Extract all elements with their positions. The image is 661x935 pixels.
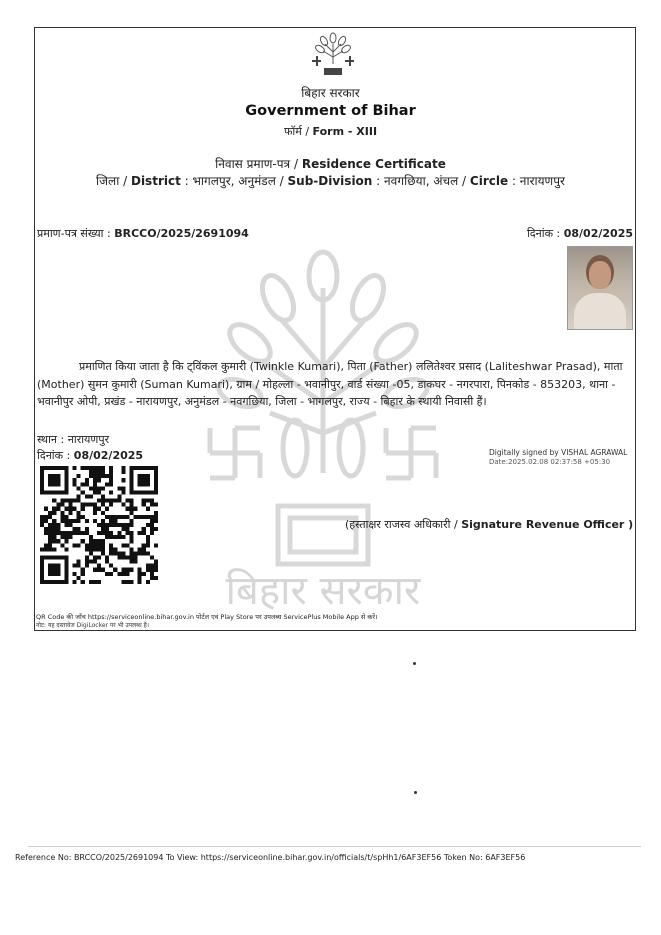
digital-signature-date: Date:2025.02.08 02:37:58 +05:30 bbox=[489, 458, 611, 466]
certificate-body-text: प्रमाणित किया जाता है कि ट्विंकल कुमारी (Twinkle Kumari), पिता (Father) ललितेश्वर प्रसाद (Laliteshwar Prasad), माता (Mother) सुमन कुमारी (Suman Kumari), ग्राम / मोहल्ला - भवानीपुर, वार्ड संख्या -05, डाकघर - नगरपारा, पिनकोड - 853203, थाना - भवानीपुर ओपी, प्रखंड - नारायणपुर, अनुमंडल - नवगछिया, जिला - भागलपुर, राज्य - बिहार के स्थायी निवासी हैं। bbox=[37, 360, 623, 408]
form-label-hindi: फॉर्म / bbox=[283, 125, 313, 138]
sign-date-label: दिनांक : bbox=[37, 449, 74, 462]
subdivision-label: Sub-Division bbox=[287, 174, 373, 188]
signature-label-hindi: (हस्ताक्षर राजस्व अधिकारी / bbox=[345, 518, 462, 531]
certificate-number-value: BRCCO/2025/2691094 bbox=[114, 227, 249, 240]
sign-date bbox=[37, 448, 143, 463]
signature-label-english: Signature Revenue Officer ) bbox=[461, 518, 634, 531]
jurisdiction-line bbox=[0, 172, 661, 189]
subdivision-value: : नवगछिया, अंचल / bbox=[372, 174, 470, 188]
district-label-hindi: जिला / bbox=[96, 174, 131, 188]
certificate-title bbox=[0, 155, 661, 172]
footer-reference: Reference No: BRCCO/2025/2691094 To View: https://serviceonline.bihar.gov.in/officials/t/spHh1/6AF3EF56 Token No: 6AF3EF56 bbox=[15, 853, 526, 862]
watermark-text: बिहार सरकार bbox=[225, 568, 421, 614]
sign-date-value: 08/02/2025 bbox=[73, 449, 144, 462]
issue-date-value: 08/02/2025 bbox=[563, 227, 633, 240]
qr-code-icon bbox=[40, 466, 158, 584]
bihar-emblem-watermark bbox=[200, 248, 446, 620]
applicant-photo bbox=[567, 246, 633, 330]
digital-signature-name: Digitally signed by VISHAL AGRAWAL bbox=[489, 448, 628, 457]
certificate-title-english: Residence Certificate bbox=[301, 157, 446, 171]
bihar-emblem-icon bbox=[310, 30, 356, 78]
certificate-title-hindi: निवास प्रमाण-पत्र / bbox=[215, 157, 302, 171]
qr-verification-note: QR Code की जाँच https://serviceonline.bihar.gov.in पोर्टल एवं Play Store पर उपलब्ध ServicePlus Mobile App से करें। bbox=[36, 613, 378, 621]
place-label: स्थान : bbox=[37, 433, 68, 446]
government-title-english: Government of Bihar bbox=[245, 103, 416, 119]
district-label: District bbox=[130, 174, 181, 188]
place bbox=[37, 432, 109, 447]
signature-line bbox=[345, 517, 633, 532]
circle-value: : नारायणपुर bbox=[508, 174, 565, 188]
circle-label: Circle bbox=[469, 174, 509, 188]
form-label-english: Form - XIII bbox=[312, 125, 378, 138]
certificate-number bbox=[37, 226, 249, 241]
scan-speck bbox=[413, 662, 416, 665]
scan-speck bbox=[414, 791, 417, 794]
certificate-number-label: प्रमाण-पत्र संख्या : bbox=[37, 227, 115, 240]
form-number bbox=[0, 124, 661, 139]
district-value: : भागलपुर, अनुमंडल / bbox=[180, 174, 288, 188]
place-value: नारायणपुर bbox=[67, 433, 110, 446]
digilocker-note: नोट: यह दस्तावेज DigiLocker पर भी उपलब्ध है। bbox=[36, 622, 150, 629]
government-title-hindi: बिहार सरकार bbox=[301, 86, 360, 100]
issue-date bbox=[527, 226, 633, 241]
footer-divider bbox=[28, 846, 641, 847]
issue-date-label: दिनांक : bbox=[526, 227, 564, 240]
